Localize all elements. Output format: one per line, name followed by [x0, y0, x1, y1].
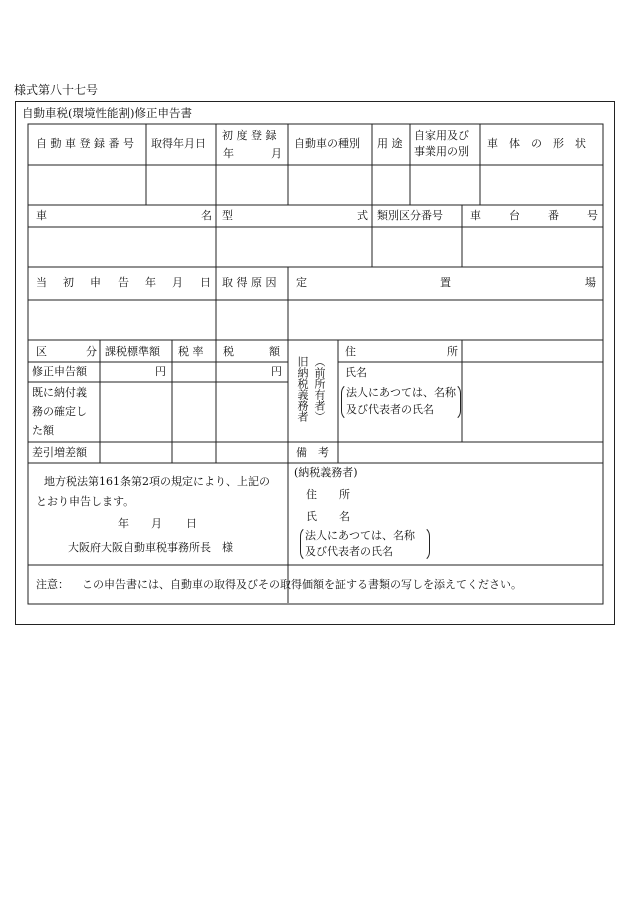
field-remarks[interactable] — [339, 443, 602, 462]
declaration-line-2: とおり申告します。 — [36, 495, 135, 508]
header-tax-base: 課税標準額 — [105, 345, 160, 358]
field-former-name[interactable] — [463, 363, 602, 441]
field-paid-tax-rate[interactable] — [173, 383, 215, 441]
header-tax-amount-a: 税 — [223, 345, 234, 358]
field-vehicle-name[interactable] — [29, 228, 215, 266]
field-registration-number[interactable] — [29, 166, 145, 204]
field-paid-tax-base[interactable] — [101, 383, 171, 441]
field-paid-tax-amount[interactable] — [217, 383, 287, 441]
header-acquisition-date: 取得年月日 — [151, 137, 206, 150]
header-private-business-1: 自家用及び — [414, 129, 469, 142]
taxpayer-heading: (納税義務者) — [294, 466, 358, 479]
field-initial-date[interactable] — [29, 301, 215, 339]
taxpayer-corp-note-1: 法人にあつては、名称 — [305, 529, 415, 542]
header-registration-number: 自 動 車 登 録 番 号 — [36, 137, 134, 150]
header-first-registration-month: 月 — [271, 147, 282, 160]
declaration-date-year: 年 — [118, 517, 129, 530]
field-vehicle-type[interactable] — [289, 166, 371, 204]
header-private-business-2: 事業用の別 — [414, 145, 469, 158]
header-storage-place-c: 場 — [585, 276, 596, 289]
field-body-shape[interactable] — [481, 166, 602, 204]
header-category-a: 区 — [36, 345, 47, 358]
header-category-b: 分 — [86, 345, 97, 358]
header-first-registration: 初 度 登 録 — [222, 129, 277, 142]
header-class-number: 類別区分番号 — [377, 209, 443, 222]
field-diff-tax-rate[interactable] — [173, 443, 215, 462]
header-initial-date-3: 申 — [90, 276, 101, 289]
field-revised-tax-rate[interactable] — [173, 363, 215, 381]
label-already-paid-3: た額 — [32, 424, 54, 437]
field-taxpayer-name[interactable] — [360, 507, 600, 525]
field-revised-tax-amount[interactable] — [217, 363, 267, 381]
label-remarks: 備 考 — [296, 446, 329, 459]
header-model-b: 式 — [357, 209, 368, 222]
taxpayer-name-label: 氏 名 — [306, 510, 350, 523]
note-label: 注意： — [36, 578, 69, 591]
field-taxpayer-address[interactable] — [360, 485, 600, 503]
header-storage-place-b: 置 — [440, 276, 451, 289]
field-usage[interactable] — [373, 166, 409, 204]
field-diff-tax-amount[interactable] — [217, 443, 287, 462]
header-chassis-4: 号 — [587, 209, 598, 222]
field-acquisition-date[interactable] — [147, 166, 215, 204]
header-usage: 用 途 — [377, 137, 403, 150]
header-initial-date-2: 初 — [63, 276, 74, 289]
header-initial-date-4: 告 — [118, 276, 129, 289]
note-text: この申告書には、自動車の取得及びその取得価額を証する書類の写しを添えてください。 — [82, 578, 522, 591]
header-initial-date-5: 年 — [145, 276, 156, 289]
form-subtitle: 自動車税(環境性能割)修正申告書 — [22, 106, 192, 120]
header-initial-date-1: 当 — [36, 276, 47, 289]
label-revised-amount: 修正申告額 — [32, 365, 87, 378]
field-first-registration[interactable] — [217, 166, 287, 204]
taxpayer-corp-note-2: 及び代表者の氏名 — [305, 545, 393, 558]
label-former-address-a: 住 — [345, 345, 356, 358]
declaration-line-1: 地方税法第161条第2項の規定により、上記の — [44, 475, 270, 488]
header-storage-place-a: 定 — [296, 276, 307, 289]
yen-unit-tax-base: 円 — [155, 365, 166, 378]
yen-unit-tax-amount: 円 — [271, 365, 282, 378]
taxpayer-address-label: 住 所 — [306, 488, 350, 501]
former-corp-note-2: 及び代表者の氏名 — [346, 403, 434, 416]
field-revised-tax-base[interactable] — [101, 363, 151, 381]
field-former-address[interactable] — [463, 341, 602, 361]
label-former-name: 氏名 — [345, 366, 367, 379]
declaration-date-day: 日 — [186, 517, 197, 530]
field-storage-place[interactable] — [289, 301, 602, 339]
field-model[interactable] — [217, 228, 371, 266]
header-tax-amount-b: 額 — [269, 345, 280, 358]
header-vehicle-type: 自動車の種別 — [294, 137, 360, 150]
label-former-address-b: 所 — [447, 345, 458, 358]
field-private-business[interactable] — [411, 166, 479, 204]
label-already-paid-1: 既に納付義 — [32, 386, 87, 399]
field-diff-tax-base[interactable] — [101, 443, 171, 462]
field-acquisition-cause[interactable] — [217, 301, 287, 339]
header-chassis-2: 台 — [509, 209, 520, 222]
field-chassis-number[interactable] — [463, 228, 602, 266]
header-tax-rate: 税 率 — [178, 345, 204, 358]
header-vehicle-name-a: 車 — [36, 209, 47, 222]
header-model-a: 型 — [222, 209, 233, 222]
label-former-owner: （前所有者） — [313, 356, 326, 422]
form-number: 様式第八十七号 — [14, 83, 99, 97]
header-initial-date-6: 月 — [172, 276, 183, 289]
header-vehicle-name-b: 名 — [201, 209, 212, 222]
former-corp-note-1: 法人にあつては、名称 — [346, 386, 456, 399]
field-class-number[interactable] — [373, 228, 461, 266]
header-chassis-1: 車 — [470, 209, 481, 222]
header-chassis-3: 番 — [548, 209, 559, 222]
label-former-taxpayer: 旧納税義務者 — [296, 356, 309, 422]
label-difference: 差引増差額 — [32, 446, 87, 459]
header-first-registration-year: 年 — [223, 147, 234, 160]
declaration-date-month: 月 — [151, 517, 162, 530]
label-already-paid-2: 務の確定し — [32, 405, 87, 418]
header-acquisition-cause: 取 得 原 因 — [222, 276, 277, 289]
header-initial-date-7: 日 — [200, 276, 211, 289]
header-body-shape: 車 体 の 形 状 — [487, 137, 586, 150]
declaration-recipient: 大阪府大阪自動車税事務所長 様 — [68, 541, 233, 554]
